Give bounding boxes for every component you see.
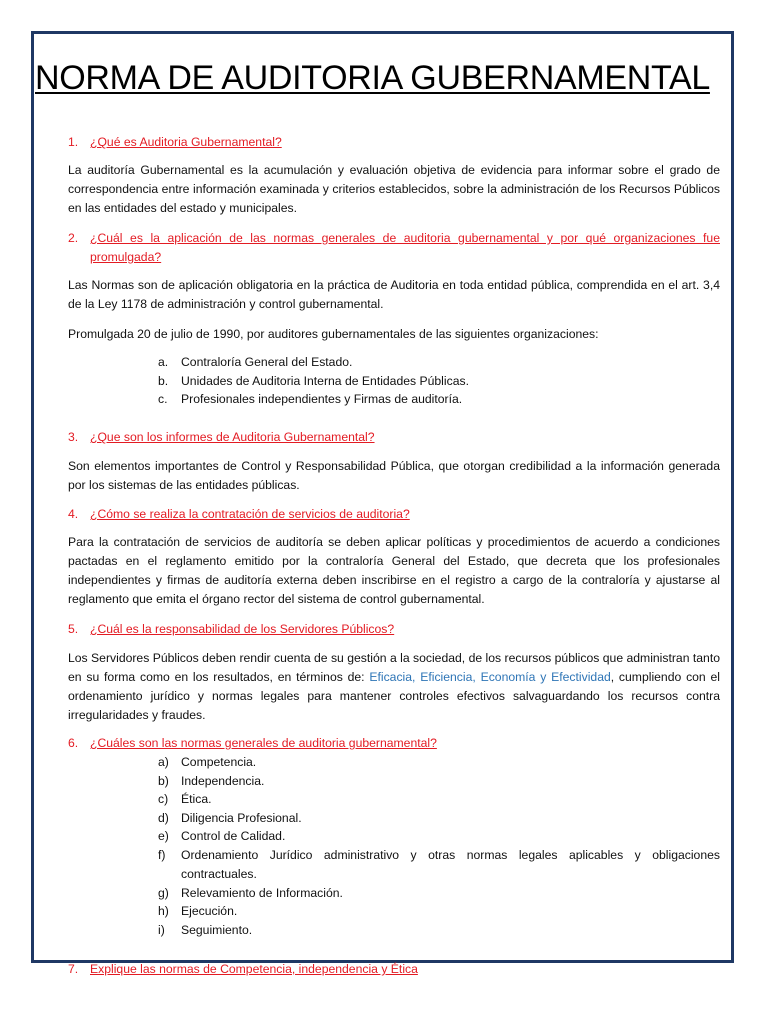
answer-4: Para la contratación de servicios de auditoría se deben aplicar políticas y procedimientos de acuerdo a condiciones pactadas en el reglamento emitido por la contraloría General del Estado, que decreta que los profesionales independientes y firmas de auditoría externa deben inscribirse en el registro a cargo de la contraloría y ajustarse al reglamento que emita el órgano rector del sistema de control gubernamental.	[68, 535, 720, 606]
question-6	[68, 734, 437, 753]
list-item: f) Ordenamiento Jurídico administrativo y otras normas legales aplicables y obligaciones contractuales.	[158, 848, 720, 881]
answer-2-promulgation: Promulgada 20 de julio de 1990, por auditores gubernamentales de las siguientes organizaciones:	[68, 327, 599, 341]
question-4	[68, 505, 410, 524]
question-number: 1.	[68, 135, 79, 149]
list-item: c) Ética.	[158, 792, 212, 806]
list-item: h) Ejecución.	[158, 904, 238, 918]
list-item: c. Profesionales independientes y Firmas de auditoría.	[158, 392, 463, 406]
list-item: a) Competencia.	[158, 755, 257, 769]
list-item: e) Control de Calidad.	[158, 829, 286, 843]
question-2	[68, 229, 720, 267]
question-number: 2.	[68, 231, 79, 245]
question-3	[68, 428, 375, 447]
highlighted-terms: Eficacia, Eficiencia, Economía y Efectividad	[369, 670, 611, 684]
question-7	[68, 960, 418, 979]
question-number: 4.	[68, 507, 79, 521]
question-number: 6.	[68, 736, 79, 750]
question-text: Explique las normas de Competencia, independencia y Ética	[90, 962, 418, 976]
list-item: b) Independencia.	[158, 774, 265, 788]
list-item: i) Seguimiento.	[158, 923, 253, 937]
question-5	[68, 620, 394, 639]
answer-2: Las Normas son de aplicación obligatoria en la práctica de Auditoria en toda entidad pública, comprendida en el art. 3,4 de la Ley 1178 de administración y control gubernamental.	[68, 278, 720, 311]
question-text: ¿Que son los informes de Auditoria Gubernamental?	[90, 430, 375, 444]
question-1	[68, 133, 282, 152]
question-number: 3.	[68, 430, 79, 444]
list-item: a. Contraloría General del Estado.	[158, 355, 353, 369]
list-item: g) Relevamiento de Información.	[158, 886, 343, 900]
question-number: 7.	[68, 962, 79, 976]
question-text: ¿Cuál es la responsabilidad de los Servidores Públicos?	[90, 622, 395, 636]
question-text: ¿Cómo se realiza la contratación de servicios de auditoria?	[90, 507, 410, 521]
answer-5: Los Servidores Públicos deben rendir cuenta de su gestión a la sociedad, de los recursos públicos que administran tanto en su forma como en los resultados, en términos de: Eficacia, Eficiencia, Economía y Efectividad, cumpliendo con el ordenamiento jurídico y normas legales para mantener controles efectivos salvaguardando los recursos contra irregularidades y fraudes.	[68, 651, 720, 722]
question-text: ¿Qué es Auditoria Gubernamental?	[90, 135, 282, 149]
answer-3: Son elementos importantes de Control y Responsabilidad Pública, que otorgan credibilidad a la información generada por los sistemas de las entidades públicas.	[68, 459, 720, 492]
list-item: b. Unidades de Auditoria Interna de Entidades Públicas.	[158, 374, 469, 388]
question-text: ¿Cuál es la aplicación de las normas generales de auditoria gubernamental y por qué organizaciones fue promulgada?	[90, 231, 720, 264]
question-text: ¿Cuáles son las normas generales de auditoria gubernamental?	[90, 736, 437, 750]
answer-1: La auditoría Gubernamental es la acumulación y evaluación objetiva de evidencia para informar sobre el grado de correspondencia entre información examinada y criterios establecidos, sobre la administración de los Recursos Públicos en las entidades del estado y municipales.	[68, 163, 720, 215]
list-item: d) Diligencia Profesional.	[158, 811, 302, 825]
document-title: NORMA DE AUDITORIA GUBERNAMENTAL	[35, 59, 710, 97]
question-number: 5.	[68, 622, 79, 636]
